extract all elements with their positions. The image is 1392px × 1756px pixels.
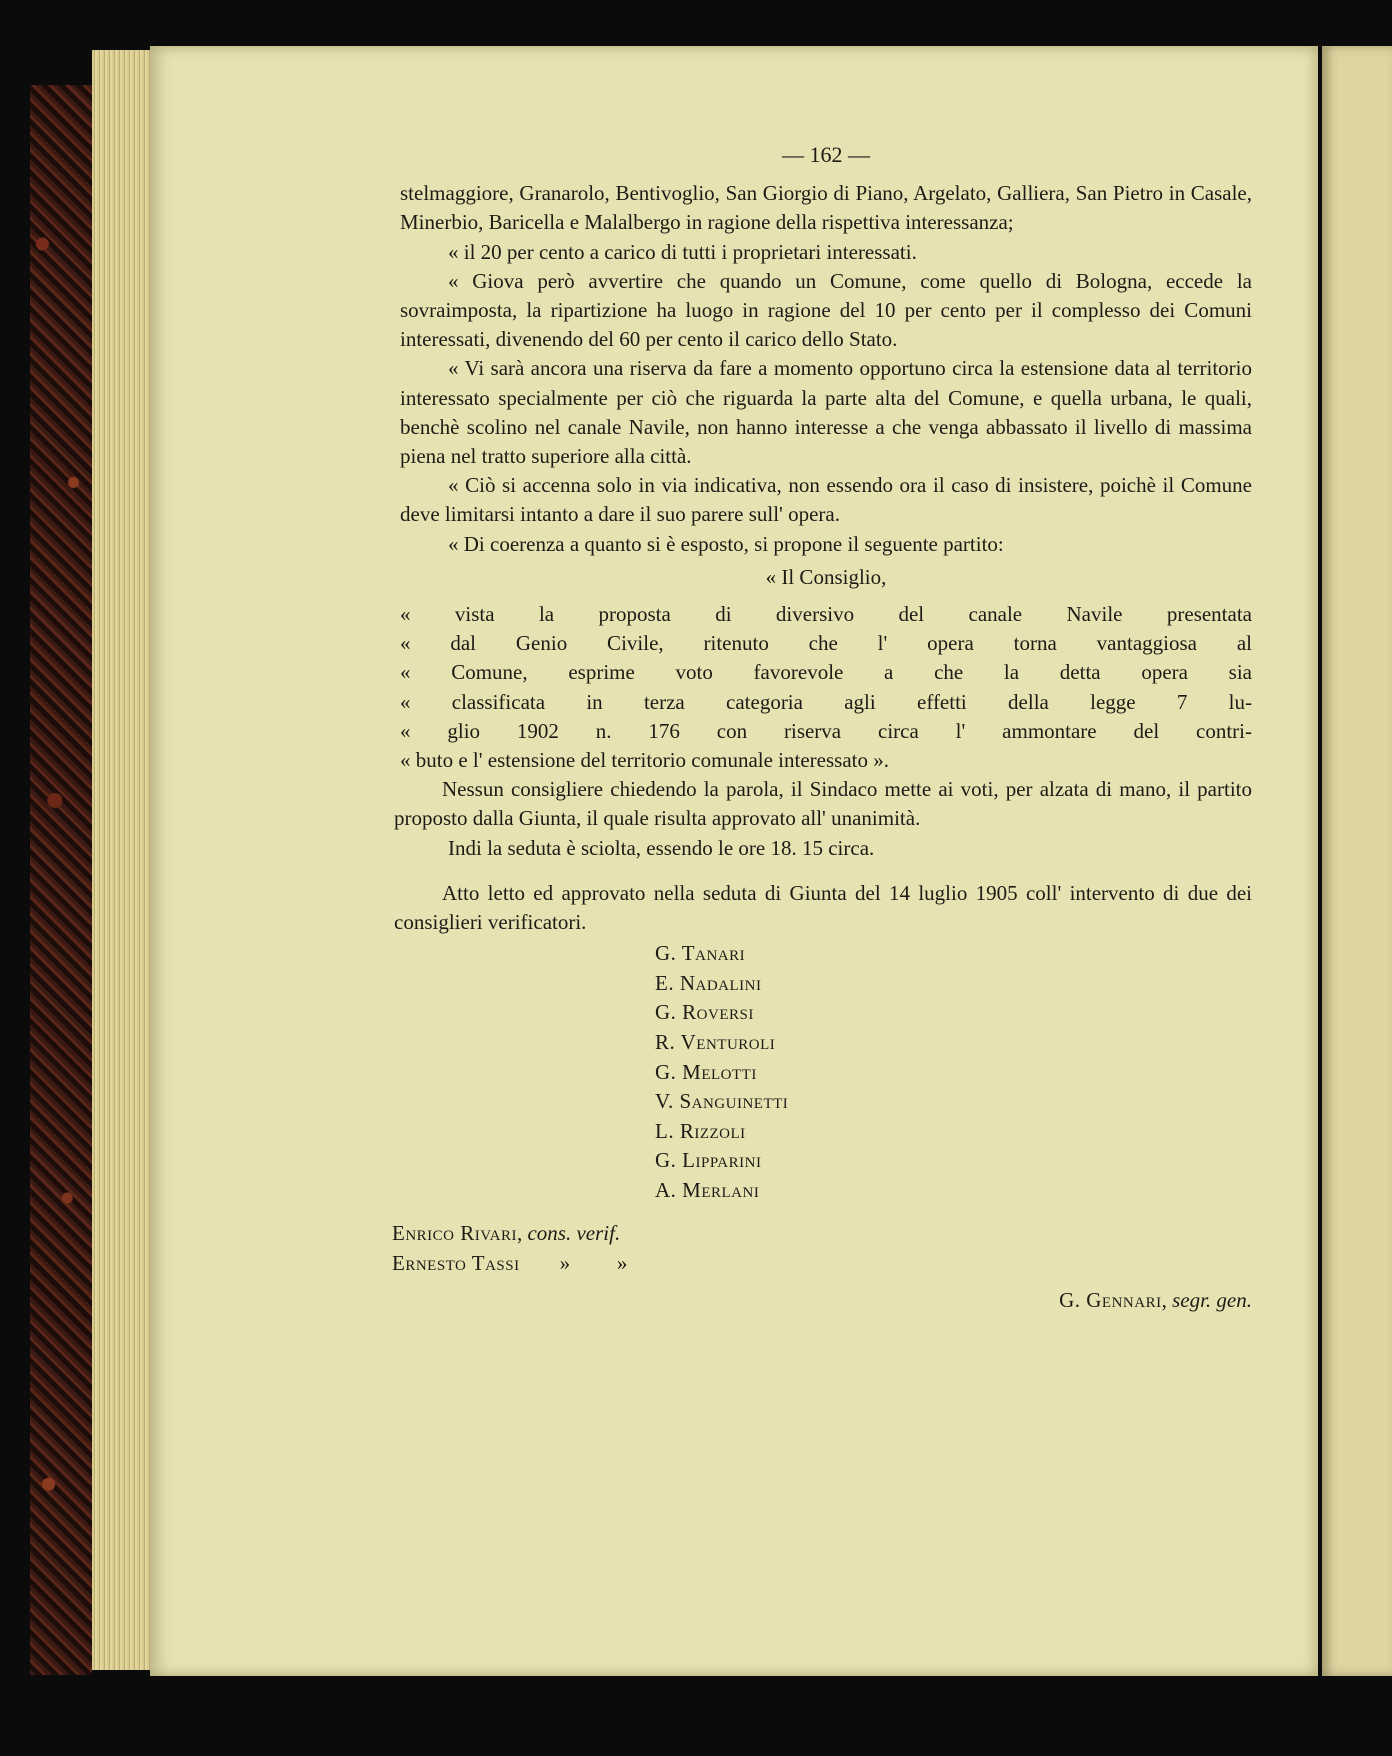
paragraph: « il 20 per cento a carico di tutti i proprietari interessati. (448, 239, 917, 264)
page-text (392, 140, 1252, 1315)
verifiers (392, 1218, 1252, 1278)
signatory: G. Melotti (655, 1059, 757, 1084)
verifier-row: Enrico Rivari, cons. verif. (392, 1220, 621, 1245)
signatory: R. Venturoli (655, 1030, 776, 1055)
secretary-role: segr. gen. (1172, 1287, 1252, 1312)
motion-line: « buto e l' estensione del territorio comunale interessato ». (400, 748, 889, 773)
paragraph: « Ciò si accenna solo in via indicativa, non essendo ora il caso di insistere, poichè il Comune deve limitarsi intanto a dare il suo parere sull' opera. (400, 473, 1252, 527)
signatory: V. Sanguinetti (655, 1089, 789, 1114)
motion-line: « dal Genio Civile, ritenuto che l' opera torna vantaggiosa al (400, 631, 1252, 656)
ditto-mark: » (616, 1250, 628, 1275)
motion-line: « classificata in terza categoria agli effetti della legge 7 lu- (400, 689, 1252, 714)
paragraph: stelmaggiore, Granarolo, Bentivoglio, San Giorgio di Piano, Argelato, Galliera, San Pietro in Casale, Minerbio, Baricella e Malalbergo in ragione della rispettiva interessanza; (400, 181, 1252, 235)
signatory: A. Merlani (655, 1178, 760, 1203)
verifier-row (392, 1248, 1252, 1278)
motion-line: « Comune, esprime voto favorevole a che la detta opera sia (400, 660, 1252, 685)
paragraph: « Vi sarà ancora una riserva da fare a momento opportuno circa la estensione data al territorio interessato specialmente per ciò che riguarda la parte alta del Comune, e quella urbana, le quali, benchè scolino nel canale Navile, non hanno interesse a che venga abbassato il livello di massima piena nel tratto superiore alla città. (400, 356, 1252, 469)
facing-page-edge (1322, 46, 1392, 1676)
motion-line: « glio 1902 n. 176 con riserva circa l' ammontare del contri- (400, 718, 1252, 743)
book-cover-edge (30, 85, 92, 1675)
secretary-signature: G. Gennari, segr. gen. (1059, 1287, 1252, 1312)
verifier-name: Ernesto Tassi (392, 1250, 520, 1275)
motion-text (400, 600, 1252, 775)
ditto-mark: » (559, 1250, 571, 1275)
paragraph: « Di coerenza a quanto si è esposto, si propone il seguente partito: (448, 531, 1004, 556)
signatory: L. Rizzoli (655, 1118, 746, 1143)
signatory-list (655, 939, 1252, 1205)
paragraph: Nessun consigliere chiedendo la parola, il Sindaco mette ai voti, per alzata di mano, il partito proposto dalla Giunta, il quale risulta approvato all' unanimità. (394, 777, 1252, 831)
signatory: G. Lipparini (655, 1148, 762, 1173)
motion-line: « vista la proposta di diversivo del canale Navile presentata (400, 602, 1252, 627)
page-edges (92, 50, 154, 1670)
signatory: G. Tanari (655, 941, 746, 966)
verifier-name: Enrico Rivari (392, 1220, 517, 1245)
paragraph: Indi la seduta è sciolta, essendo le ore 18. 15 circa. (448, 835, 875, 860)
paragraph: « Giova però avvertire che quando un Comune, come quello di Bologna, eccede la sovraimposta, la ripartizione ha luogo in ragione del 10 per cento per il complesso dei Comuni interessati, divenendo del 60 per cento il carico dello Stato. (400, 268, 1252, 352)
verifier-role: cons. verif. (527, 1220, 621, 1245)
council-heading: « Il Consiglio, (765, 564, 887, 589)
signatory: G. Roversi (655, 1000, 754, 1025)
page-number: — 162 — (782, 142, 870, 167)
secretary-name: G. Gennari (1059, 1287, 1162, 1312)
signatory: E. Nadalini (655, 970, 762, 995)
approval-note: Atto letto ed approvato nella seduta di Giunta del 14 luglio 1905 coll' intervento di due dei consiglieri verificatori. (394, 880, 1252, 935)
